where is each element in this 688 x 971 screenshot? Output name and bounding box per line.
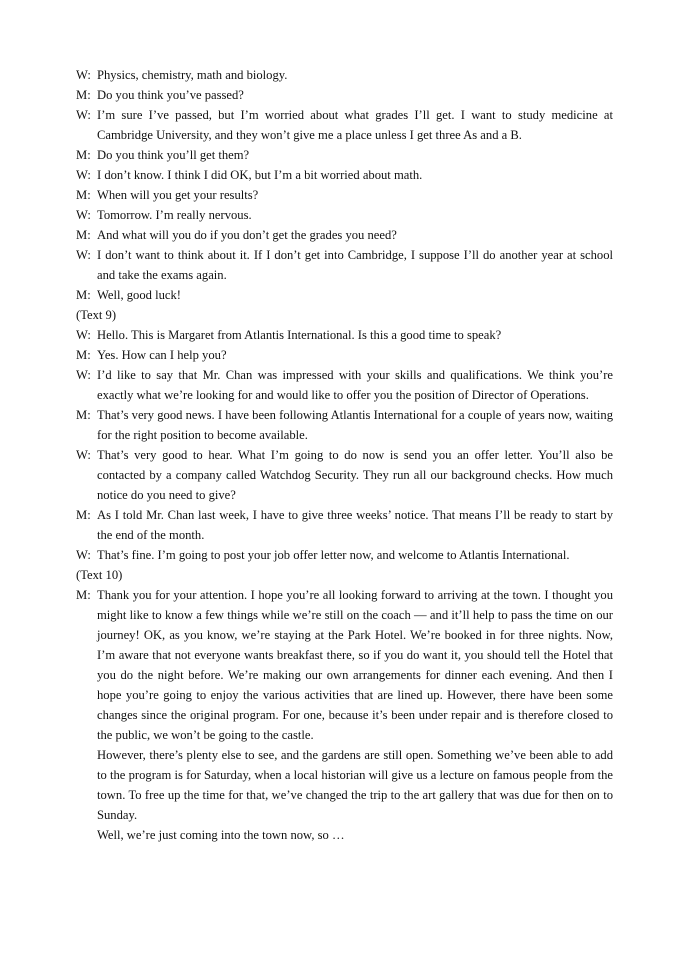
- speaker-label: W:: [76, 448, 91, 462]
- utterance-text: I’d like to say that Mr. Chan was impressed with your skills and qualifications. We think you’re exactly what we’re looking for and would like to offer you the position of Director of Operations.: [97, 368, 613, 402]
- utterance-text: That’s very good to hear. What I’m going to do now is send you an offer letter. You’ll also be contacted by a company called Watchdog Security. They run all our background checks. How much notice do you need to give?: [97, 448, 613, 502]
- dialogue-line: [76, 65, 613, 85]
- dialogue-line: [76, 205, 613, 225]
- utterance-text: When will you get your results?: [97, 188, 259, 202]
- utterance-text: That’s fine. I’m going to post your job offer letter now, and welcome to Atlantis International.: [97, 548, 570, 562]
- speaker-label: W:: [76, 548, 91, 562]
- dialogue-line: [76, 405, 613, 445]
- utterance-text: Tomorrow. I’m really nervous.: [97, 208, 252, 222]
- dialogue-line: [76, 545, 613, 565]
- speaker-label: M:: [76, 508, 91, 522]
- transcript: [76, 65, 613, 845]
- utterance-text: And what will you do if you don’t get the grades you need?: [97, 228, 397, 242]
- speaker-label: M:: [76, 188, 91, 202]
- dialogue-line: [76, 505, 613, 545]
- dialogue-line: [76, 225, 613, 245]
- utterance-text: Yes. How can I help you?: [97, 348, 227, 362]
- speaker-label: W:: [76, 68, 91, 82]
- utterance-continuation: However, there’s plenty else to see, and the gardens are still open. Something we’ve been able to add to the program is for Saturday, when a local historian will give us a lecture on famous people from the town. To free up the time for that, we’ve changed the trip to the art gallery that was due for then on to Sunday.: [97, 748, 613, 822]
- speaker-label: W:: [76, 108, 91, 122]
- speaker-label: W:: [76, 368, 91, 382]
- dialogue-line: [76, 245, 613, 285]
- speaker-label: M:: [76, 408, 91, 422]
- dialogue-line: [76, 85, 613, 105]
- utterance-text: Thank you for your attention. I hope you’re all looking forward to arriving at the town. I thought you might like to know a few things while we’re still on the coach — and it’ll help to pass the time on our journey! OK, as you know, we’re staying at the Park Hotel. We’re booked in for three nights. Now, I’m aware that not everyone wants breakfast there, so if you do want it, you should tell the Hotel that you do the night before. We’re making our own arrangements for dinner each evening. And then I hope you’re going to enjoy the various activities that are lined up. However, there have been some changes since the original program. For one, because it’s been under repair and is therefore closed to the public, we won’t be going to the castle.: [97, 588, 613, 742]
- dialogue-line: [76, 365, 613, 405]
- utterance-text: That’s very good news. I have been following Atlantis International for a couple of years now, waiting for the right position to become available.: [97, 408, 613, 442]
- dialogue-line: [76, 445, 613, 505]
- speaker-label: M:: [76, 588, 91, 602]
- dialogue-line: [76, 145, 613, 165]
- speaker-label: W:: [76, 328, 91, 342]
- dialogue-line: [76, 105, 613, 145]
- utterance-text: As I told Mr. Chan last week, I have to give three weeks’ notice. That means I’ll be ready to start by the end of the month.: [97, 508, 613, 542]
- speaker-label: M:: [76, 148, 91, 162]
- dialogue-line: [76, 325, 613, 345]
- utterance-text: Physics, chemistry, math and biology.: [97, 68, 288, 82]
- speaker-label: W:: [76, 208, 91, 222]
- speaker-label: W:: [76, 248, 91, 262]
- dialogue-line: [76, 165, 613, 185]
- dialogue-line: [76, 185, 613, 205]
- utterance-continuation: Well, we’re just coming into the town now, so …: [97, 828, 345, 842]
- utterance-text: I don’t want to think about it. If I don’t get into Cambridge, I suppose I’ll do another year at school and take the exams again.: [97, 248, 613, 282]
- speaker-label: M:: [76, 348, 91, 362]
- speaker-label: M:: [76, 88, 91, 102]
- section-heading-text-9: (Text 9): [76, 308, 117, 322]
- utterance-text: Do you think you’ve passed?: [97, 88, 244, 102]
- utterance-text: I don’t know. I think I did OK, but I’m a bit worried about math.: [97, 168, 423, 182]
- utterance-text: Do you think you’ll get them?: [97, 148, 250, 162]
- dialogue-line: [76, 345, 613, 365]
- section-heading-text-10: (Text 10): [76, 568, 123, 582]
- speaker-label: M:: [76, 288, 91, 302]
- utterance-text: I’m sure I’ve passed, but I’m worried about what grades I’ll get. I want to study medicine at Cambridge University, and they won’t give me a place unless I get three As and a B.: [97, 108, 613, 142]
- dialogue-line: [76, 585, 613, 745]
- speaker-label: M:: [76, 228, 91, 242]
- utterance-text: Well, good luck!: [97, 288, 181, 302]
- speaker-label: W:: [76, 168, 91, 182]
- utterance-text: Hello. This is Margaret from Atlantis International. Is this a good time to speak?: [97, 328, 502, 342]
- dialogue-line: [76, 285, 613, 305]
